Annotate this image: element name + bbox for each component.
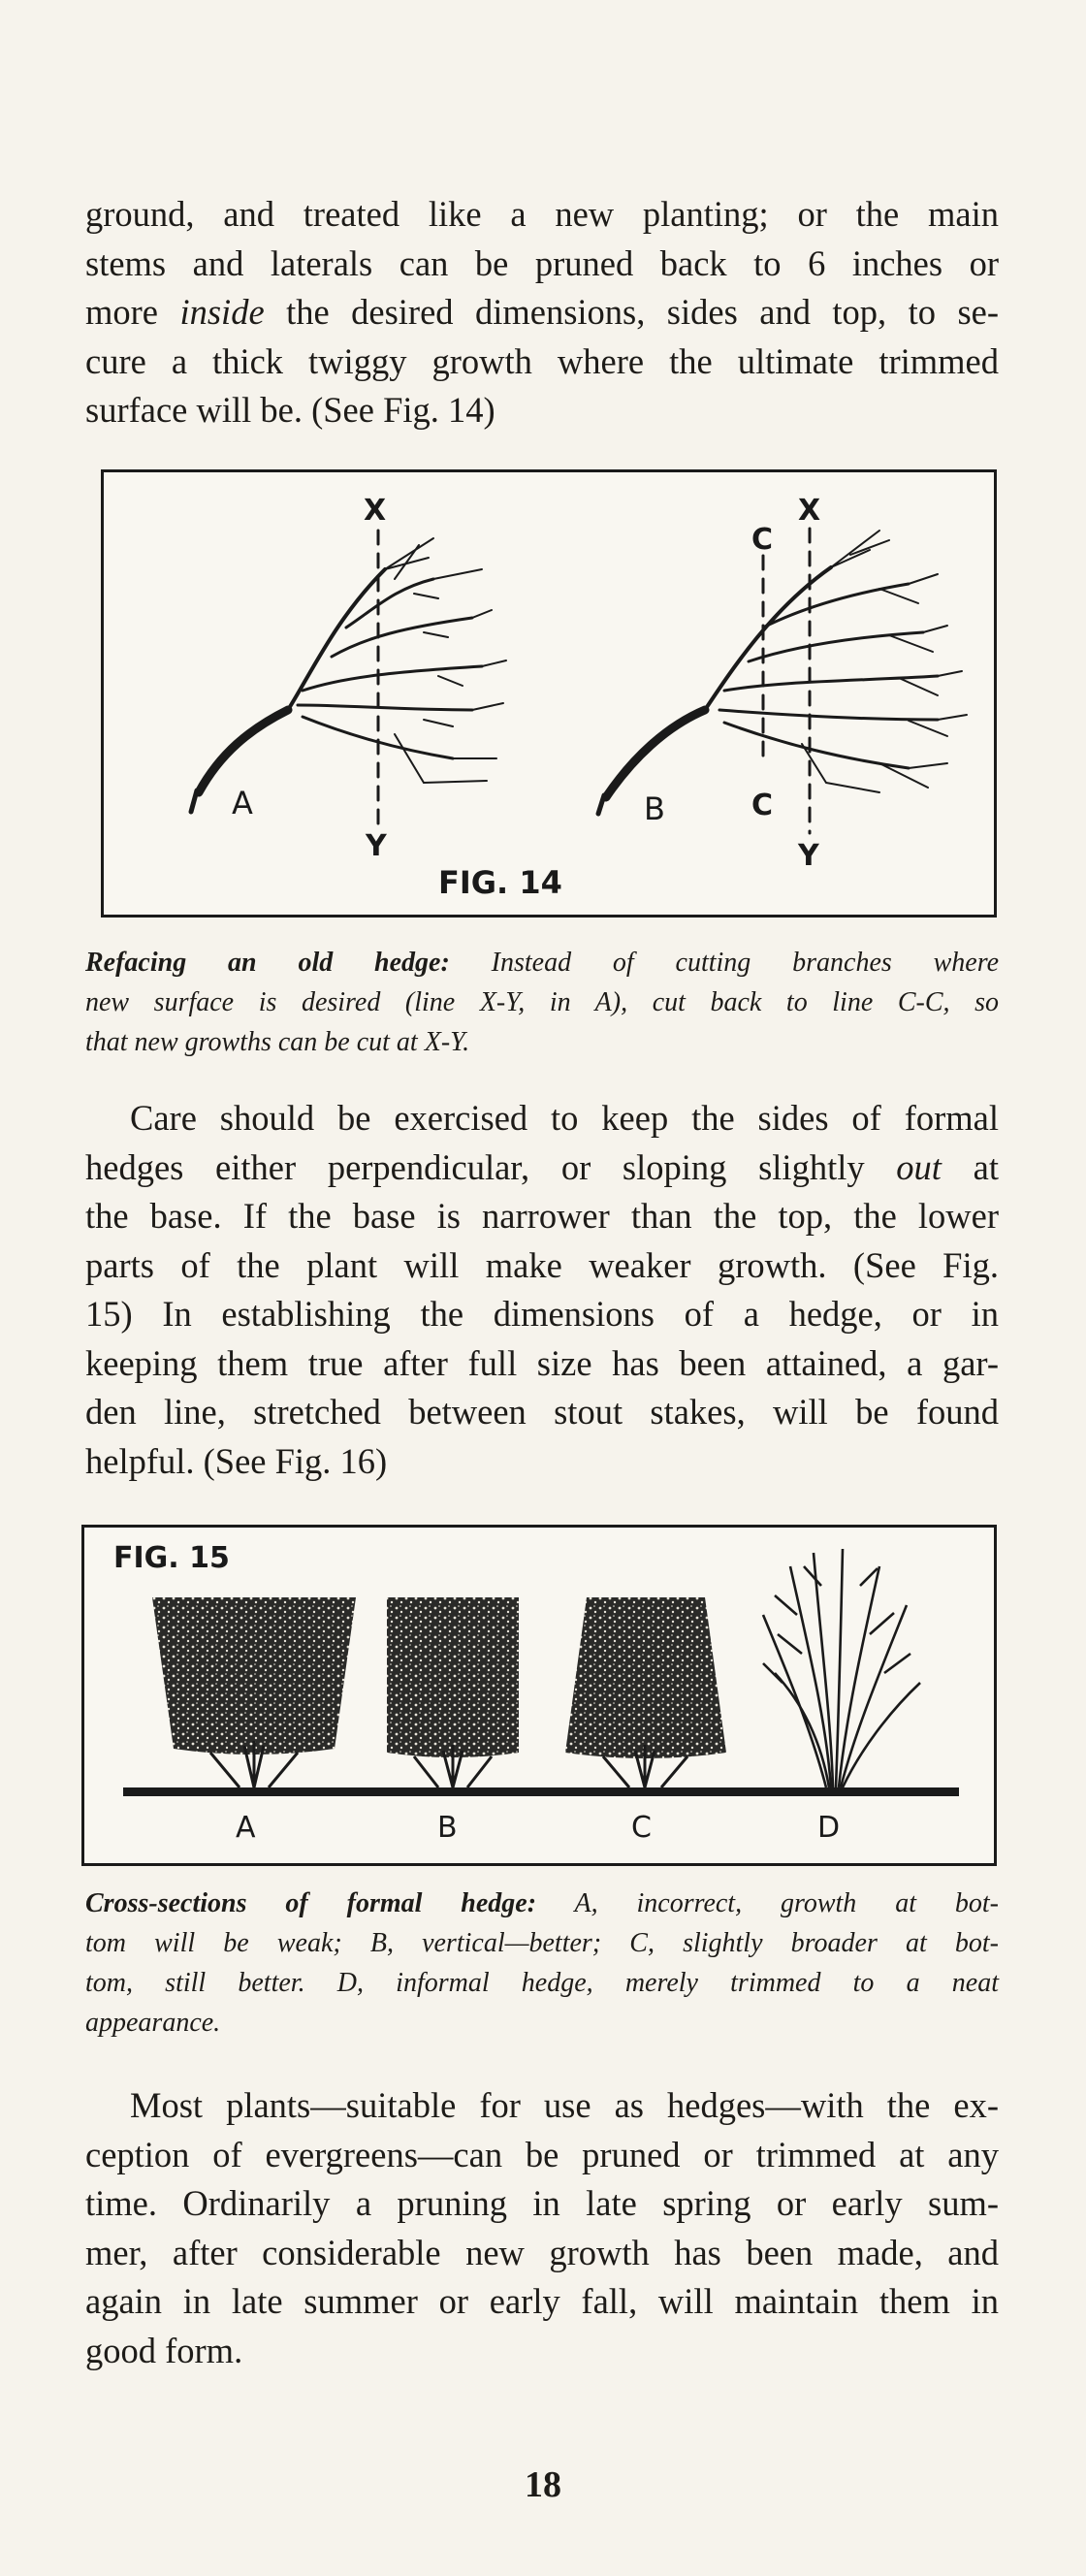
text-line: again in late summer or early fall, will maintain them in: [85, 2281, 999, 2321]
text-line: good form.: [85, 2330, 243, 2370]
hedge-letter-c: C: [631, 1811, 652, 1845]
page-number: 18: [525, 2464, 561, 2505]
caption-lead: Cross-sections of formal hedge:: [85, 1888, 537, 1918]
caption-line: that new growths can be cut at X-Y.: [85, 1027, 470, 1057]
text-line: mer, after considerable new growth has been made, and: [85, 2232, 999, 2272]
marker-b: B: [644, 790, 665, 827]
caption-line: appearance.: [85, 2008, 221, 2038]
caption-text: Instead of cutting branches where: [449, 948, 999, 978]
emphasis-text: inside: [179, 292, 265, 332]
text-line: time. Ordinarily a pruning in late spring or early sum-: [85, 2183, 999, 2223]
text-line: ception of evergreens—can be pruned or trimmed at any: [85, 2134, 999, 2174]
ground-line: [123, 1787, 959, 1796]
figure-14: [101, 469, 997, 918]
text-line: cure a thick twiggy growth where the ultimate trimmed: [85, 340, 999, 381]
text-line: surface will be. (See Fig. 14): [85, 390, 495, 430]
caption-lead: Refacing an old hedge:: [85, 948, 450, 978]
text-line: helpful. (See Fig. 16): [85, 1440, 388, 1481]
marker-y-b: Y: [798, 839, 819, 873]
marker-a: A: [232, 785, 253, 821]
text-line: keeping them true after full size has been attained, a gar-: [85, 1342, 999, 1383]
text-line: parts of the plant will make weaker growth. (See Fig.: [85, 1244, 999, 1285]
text-line: stems and laterals can be pruned back to 6 inches or: [85, 242, 999, 283]
text-line: [85, 1143, 999, 1193]
hedge-c: [565, 1597, 726, 1758]
figure-15-caption: [85, 1884, 999, 2043]
text-line: ground, and treated like a new planting; or the main: [85, 194, 999, 234]
paragraph-3: [85, 2081, 999, 2375]
hedge-letter-d: D: [817, 1811, 841, 1845]
marker-y-a: Y: [366, 829, 387, 863]
text-line: [85, 288, 999, 338]
text-segment: hedges either perpendicular, or sloping slightly: [85, 1146, 897, 1187]
paragraph-2: [85, 1094, 999, 1486]
paragraph-1: [85, 190, 999, 435]
marker-x-a: X: [364, 494, 387, 528]
figure-15-illustration: [84, 1528, 994, 1863]
figure-15: [81, 1525, 997, 1866]
figure-15-label: FIG. 15: [113, 1541, 230, 1575]
caption-line: [85, 1884, 999, 1923]
text-line: the base. If the base is narrower than the top, the lower: [85, 1196, 999, 1236]
text-segment: the desired dimensions, sides and top, to se-: [264, 292, 999, 332]
text-line: 15) In establishing the dimensions of a hedge, or in: [85, 1294, 999, 1334]
marker-x-b: X: [798, 494, 821, 528]
hedge-b: [387, 1597, 519, 1757]
caption-text: A, incorrect, growth at bot-: [536, 1888, 1000, 1918]
caption-line: tom, still better. D, informal hedge, merely trimmed to a neat: [85, 1968, 999, 1998]
text-line: den line, stretched between stout stakes, will be found: [85, 1392, 999, 1432]
hedge-d: [763, 1549, 920, 1787]
branch-b-trunk: [606, 710, 705, 797]
marker-c-bottom: C: [751, 789, 774, 822]
figure-14-caption: [85, 943, 999, 1062]
hedge-letter-b: B: [437, 1811, 458, 1845]
figure-14-illustration: [104, 472, 994, 915]
caption-line: tom will be weak; B, vertical—better; C, slightly broader at bot-: [85, 1928, 999, 1958]
text-segment: more: [85, 292, 180, 332]
caption-line: new surface is desired (line X-Y, in A), cut back to line C-C, so: [85, 987, 999, 1017]
caption-line: [85, 943, 999, 982]
hedge-a: [152, 1597, 356, 1755]
text-segment: at: [941, 1146, 999, 1187]
branch-a-trunk: [199, 710, 288, 792]
hedge-letter-a: A: [236, 1811, 256, 1845]
marker-c-top: C: [751, 523, 774, 557]
text-line: Most plants—suitable for use as hedges—with the ex-: [130, 2085, 999, 2125]
text-line: Care should be exercised to keep the sides of formal: [130, 1098, 999, 1138]
emphasis-text: out: [896, 1146, 942, 1187]
figure-14-label: FIG. 14: [438, 864, 562, 901]
